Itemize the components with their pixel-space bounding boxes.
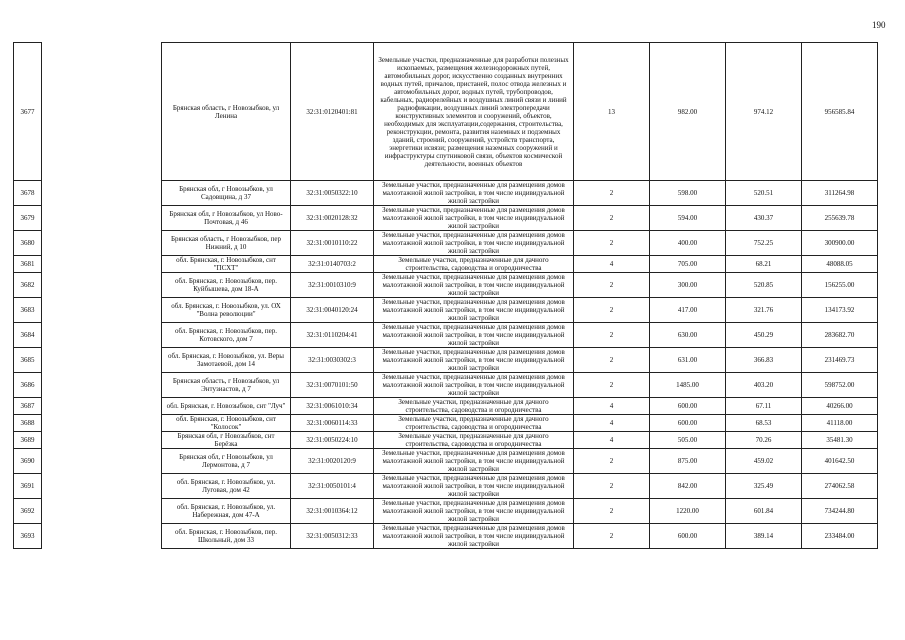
group-cell: 2: [574, 181, 650, 206]
address-cell: обл. Брянская, г. Новозыбков, ул. ОХ "Волна революции": [162, 298, 291, 323]
land-use-cell: Земельные участки, предназначенные для размещения домов малоэтажной жилой застройки, в том числе индивидуальной жилой застройки: [374, 323, 574, 348]
group-cell: 2: [574, 298, 650, 323]
gap-cell: [42, 415, 162, 432]
cadastral-value-cell: 274062.58: [802, 474, 878, 499]
rate-cell: 430.37: [726, 206, 802, 231]
table-row: [14, 499, 878, 524]
row-number-cell: 3677: [14, 43, 42, 181]
gap-cell: [42, 298, 162, 323]
group-cell: 4: [574, 432, 650, 449]
gap-cell: [42, 181, 162, 206]
cadastral-number-cell: 32:31:0030302:3: [291, 348, 374, 373]
table-row: [14, 206, 878, 231]
land-use-cell: Земельные участки, предназначенные для размещения домов малоэтажной жилой застройки, в том числе индивидуальной жилой застройки: [374, 348, 574, 373]
land-use-cell: Земельные участки, предназначенные для размещения домов малоэтажной жилой застройки, в том числе индивидуальной жилой застройки: [374, 499, 574, 524]
table-row: [14, 474, 878, 499]
group-cell: 4: [574, 398, 650, 415]
table-row: [14, 398, 878, 415]
cadastral-value-cell: 283682.70: [802, 323, 878, 348]
area-cell: 400.00: [650, 231, 726, 256]
cadastral-value-cell: 255639.78: [802, 206, 878, 231]
cadastral-value-cell: 35481.30: [802, 432, 878, 449]
cadastral-value-cell: 598752.00: [802, 373, 878, 398]
address-cell: Брянская область, г Новозыбков, пер Нижний, д 10: [162, 231, 291, 256]
rate-cell: 752.25: [726, 231, 802, 256]
cadastral-value-cell: 134173.92: [802, 298, 878, 323]
rate-cell: 321.76: [726, 298, 802, 323]
group-cell: 2: [574, 449, 650, 474]
cadastral-value-cell: 40266.00: [802, 398, 878, 415]
row-number-cell: 3681: [14, 256, 42, 273]
cadastral-number-cell: 32:31:0060114:33: [291, 415, 374, 432]
cadastral-number-cell: 32:31:0140703:2: [291, 256, 374, 273]
table-row: [14, 415, 878, 432]
group-cell: 2: [574, 524, 650, 549]
cadastral-number-cell: 32:31:0050101:4: [291, 474, 374, 499]
address-cell: Брянская обл, г Новозыбков, ул Лермонтова, д 7: [162, 449, 291, 474]
gap-cell: [42, 398, 162, 415]
address-cell: обл. Брянская, г. Новозыбков, ул. Луговая, дом 42: [162, 474, 291, 499]
land-use-cell: Земельные участки, предназначенные для размещения домов малоэтажной жилой застройки, в том числе индивидуальной жилой застройки: [374, 298, 574, 323]
land-use-cell: Земельные участки, предназначенные для дачного строительства, садоводства и огородничества: [374, 256, 574, 273]
cadastral-number-cell: 32:31:0050312:33: [291, 524, 374, 549]
cadastral-value-cell: 41118.00: [802, 415, 878, 432]
area-cell: 600.00: [650, 398, 726, 415]
cadastral-number-cell: 32:31:0050322:10: [291, 181, 374, 206]
cadastral-number-cell: 32:31:0020128:32: [291, 206, 374, 231]
area-cell: 982.00: [650, 43, 726, 181]
rate-cell: 459.02: [726, 449, 802, 474]
gap-cell: [42, 432, 162, 449]
address-cell: обл. Брянская, г. Новозыбков, снт "ПСХТ": [162, 256, 291, 273]
rate-cell: 68.53: [726, 415, 802, 432]
row-number-cell: 3689: [14, 432, 42, 449]
row-number-cell: 3693: [14, 524, 42, 549]
area-cell: 598.00: [650, 181, 726, 206]
group-cell: 13: [574, 43, 650, 181]
table-row: [14, 181, 878, 206]
row-number-cell: 3688: [14, 415, 42, 432]
area-cell: 1220.00: [650, 499, 726, 524]
row-number-cell: 3682: [14, 273, 42, 298]
group-cell: 2: [574, 273, 650, 298]
cadastral-value-cell: 401642.50: [802, 449, 878, 474]
address-cell: обл. Брянская, г. Новозыбков, пер. Котовского, дом 7: [162, 323, 291, 348]
rate-cell: 67.11: [726, 398, 802, 415]
address-cell: обл. Брянская, г. Новозыбков, ул. Набережная, дом 47-А: [162, 499, 291, 524]
row-number-cell: 3687: [14, 398, 42, 415]
address-cell: Брянская область, г Новозыбков, ул Энтузиастов, д 7: [162, 373, 291, 398]
rate-cell: 403.20: [726, 373, 802, 398]
table-row: [14, 323, 878, 348]
table-row: [14, 298, 878, 323]
rate-cell: 520.51: [726, 181, 802, 206]
row-number-cell: 3685: [14, 348, 42, 373]
cadastral-number-cell: 32:31:0120401:81: [291, 43, 374, 181]
cadastral-value-cell: 734244.80: [802, 499, 878, 524]
area-cell: 300.00: [650, 273, 726, 298]
cadastral-value-cell: 300900.00: [802, 231, 878, 256]
table-row: [14, 449, 878, 474]
land-use-cell: Земельные участки, предназначенные для дачного строительства, садоводства и огородничества: [374, 415, 574, 432]
table-row: [14, 273, 878, 298]
gap-cell: [42, 373, 162, 398]
cadastral-number-cell: 32:31:0110204:41: [291, 323, 374, 348]
cadastral-number-cell: 32:31:0050224:10: [291, 432, 374, 449]
rate-cell: 389.14: [726, 524, 802, 549]
area-cell: 600.00: [650, 415, 726, 432]
cadastral-number-cell: 32:31:0020120:9: [291, 449, 374, 474]
page-number: 190: [872, 20, 886, 30]
land-use-cell: Земельные участки, предназначенные для разработки полезных ископаемых, размещения железнодорожных путей, автомобильных дорог, искусственно созданных внутренних водных путей, причалов, пристаней, полос отвода железных и автомобильных дорог, водных путей, трубопроводов, кабельных, радиорелейных и воздушных линий связи и линий радиофикации, воздушных линий электропередачи конструктивных элементов и сооружений, объектов, необходимых для эксплуатации,содержания, строительства, реконструкции, ремонта, развития наземных и подземных зданий, строений, сооружений, устройств транспорта, энергетики исвязи; размещения наземных сооружений и инфраструктуры спутниковой связи, объектов космической деятельности, военных объектов: [374, 43, 574, 181]
area-cell: 705.00: [650, 256, 726, 273]
gap-cell: [42, 206, 162, 231]
area-cell: 600.00: [650, 524, 726, 549]
row-number-cell: 3678: [14, 181, 42, 206]
cadastral-value-cell: 956585.84: [802, 43, 878, 181]
land-use-cell: Земельные участки, предназначенные для размещения домов малоэтажной жилой застройки, в том числе индивидуальной жилой застройки: [374, 231, 574, 256]
land-use-cell: Земельные участки, предназначенные для дачного строительства, садоводства и огородничества: [374, 398, 574, 415]
cadastral-number-cell: 32:31:0061010:34: [291, 398, 374, 415]
rate-cell: 366.83: [726, 348, 802, 373]
row-number-cell: 3686: [14, 373, 42, 398]
rate-cell: 601.84: [726, 499, 802, 524]
group-cell: 2: [574, 348, 650, 373]
cadastral-number-cell: 32:31:0010310:9: [291, 273, 374, 298]
rate-cell: 68.21: [726, 256, 802, 273]
cadastral-number-cell: 32:31:0010110:22: [291, 231, 374, 256]
land-registry-table: [13, 42, 878, 549]
row-number-cell: 3690: [14, 449, 42, 474]
table-row: [14, 256, 878, 273]
cadastral-number-cell: 32:31:0070101:50: [291, 373, 374, 398]
land-use-cell: Земельные участки, предназначенные для размещения домов малоэтажной жилой застройки, в том числе индивидуальной жилой застройки: [374, 474, 574, 499]
area-cell: 842.00: [650, 474, 726, 499]
group-cell: 2: [574, 206, 650, 231]
gap-cell: [42, 449, 162, 474]
land-use-cell: Земельные участки, предназначенные для размещения домов малоэтажной жилой застройки, в том числе индивидуальной жилой застройки: [374, 206, 574, 231]
land-use-cell: Земельные участки, предназначенные для размещения домов малоэтажной жилой застройки, в том числе индивидуальной жилой застройки: [374, 449, 574, 474]
table-row: [14, 432, 878, 449]
group-cell: 2: [574, 323, 650, 348]
row-number-cell: 3684: [14, 323, 42, 348]
land-use-cell: Земельные участки, предназначенные для размещения домов малоэтажной жилой застройки, в том числе индивидуальной жилой застройки: [374, 524, 574, 549]
gap-cell: [42, 323, 162, 348]
address-cell: обл. Брянская, г. Новозыбков, пер. Куйбышева, дом 18-А: [162, 273, 291, 298]
table-row: [14, 43, 878, 181]
gap-cell: [42, 524, 162, 549]
group-cell: 2: [574, 499, 650, 524]
gap-cell: [42, 43, 162, 181]
rate-cell: 450.29: [726, 323, 802, 348]
area-cell: 1485.00: [650, 373, 726, 398]
gap-cell: [42, 273, 162, 298]
table-row: [14, 348, 878, 373]
rate-cell: 520.85: [726, 273, 802, 298]
rate-cell: 325.49: [726, 474, 802, 499]
address-cell: Брянская область, г Новозыбков, ул Ленина: [162, 43, 291, 181]
area-cell: 417.00: [650, 298, 726, 323]
address-cell: обл. Брянская, г. Новозыбков, снт "Колосок": [162, 415, 291, 432]
table-body: [14, 43, 878, 549]
land-use-cell: Земельные участки, предназначенные для размещения домов малоэтажной жилой застройки, в том числе индивидуальной жилой застройки: [374, 181, 574, 206]
row-number-cell: 3691: [14, 474, 42, 499]
cadastral-number-cell: 32:31:0040120:24: [291, 298, 374, 323]
land-use-cell: Земельные участки, предназначенные для размещения домов малоэтажной жилой застройки, в том числе индивидуальной жилой застройки: [374, 273, 574, 298]
address-cell: обл. Брянская, г. Новозыбков, пер. Школьный, дом 33: [162, 524, 291, 549]
row-number-cell: 3692: [14, 499, 42, 524]
cadastral-value-cell: 233484.00: [802, 524, 878, 549]
land-use-cell: Земельные участки, предназначенные для дачного строительства, садоводства и огородничества: [374, 432, 574, 449]
row-number-cell: 3679: [14, 206, 42, 231]
gap-cell: [42, 474, 162, 499]
area-cell: 594.00: [650, 206, 726, 231]
cadastral-value-cell: 48088.05: [802, 256, 878, 273]
group-cell: 2: [574, 231, 650, 256]
table-row: [14, 373, 878, 398]
cadastral-value-cell: 156255.00: [802, 273, 878, 298]
cadastral-value-cell: 311264.98: [802, 181, 878, 206]
group-cell: 2: [574, 474, 650, 499]
cadastral-number-cell: 32:31:0010364:12: [291, 499, 374, 524]
address-cell: Брянская обл, г Новозыбков, снт Берёзка: [162, 432, 291, 449]
group-cell: 4: [574, 415, 650, 432]
table-row: [14, 524, 878, 549]
group-cell: 2: [574, 373, 650, 398]
table-row: [14, 231, 878, 256]
address-cell: Брянская обл, г Новозыбков, ул Ново-Почтовая, д 46: [162, 206, 291, 231]
gap-cell: [42, 231, 162, 256]
area-cell: 631.00: [650, 348, 726, 373]
gap-cell: [42, 499, 162, 524]
area-cell: 875.00: [650, 449, 726, 474]
rate-cell: 974.12: [726, 43, 802, 181]
row-number-cell: 3683: [14, 298, 42, 323]
row-number-cell: 3680: [14, 231, 42, 256]
gap-cell: [42, 348, 162, 373]
address-cell: обл. Брянская, г. Новозыбков, снт "Луч": [162, 398, 291, 415]
gap-cell: [42, 256, 162, 273]
rate-cell: 70.26: [726, 432, 802, 449]
address-cell: Брянская обл, г Новозыбков, ул Садовщина, д 37: [162, 181, 291, 206]
group-cell: 4: [574, 256, 650, 273]
area-cell: 505.00: [650, 432, 726, 449]
area-cell: 630.00: [650, 323, 726, 348]
cadastral-value-cell: 231469.73: [802, 348, 878, 373]
address-cell: обл. Брянская, г. Новозыбков, ул. Веры Замотаевой, дом 14: [162, 348, 291, 373]
land-use-cell: Земельные участки, предназначенные для размещения домов малоэтажной жилой застройки, в том числе индивидуальной жилой застройки: [374, 373, 574, 398]
